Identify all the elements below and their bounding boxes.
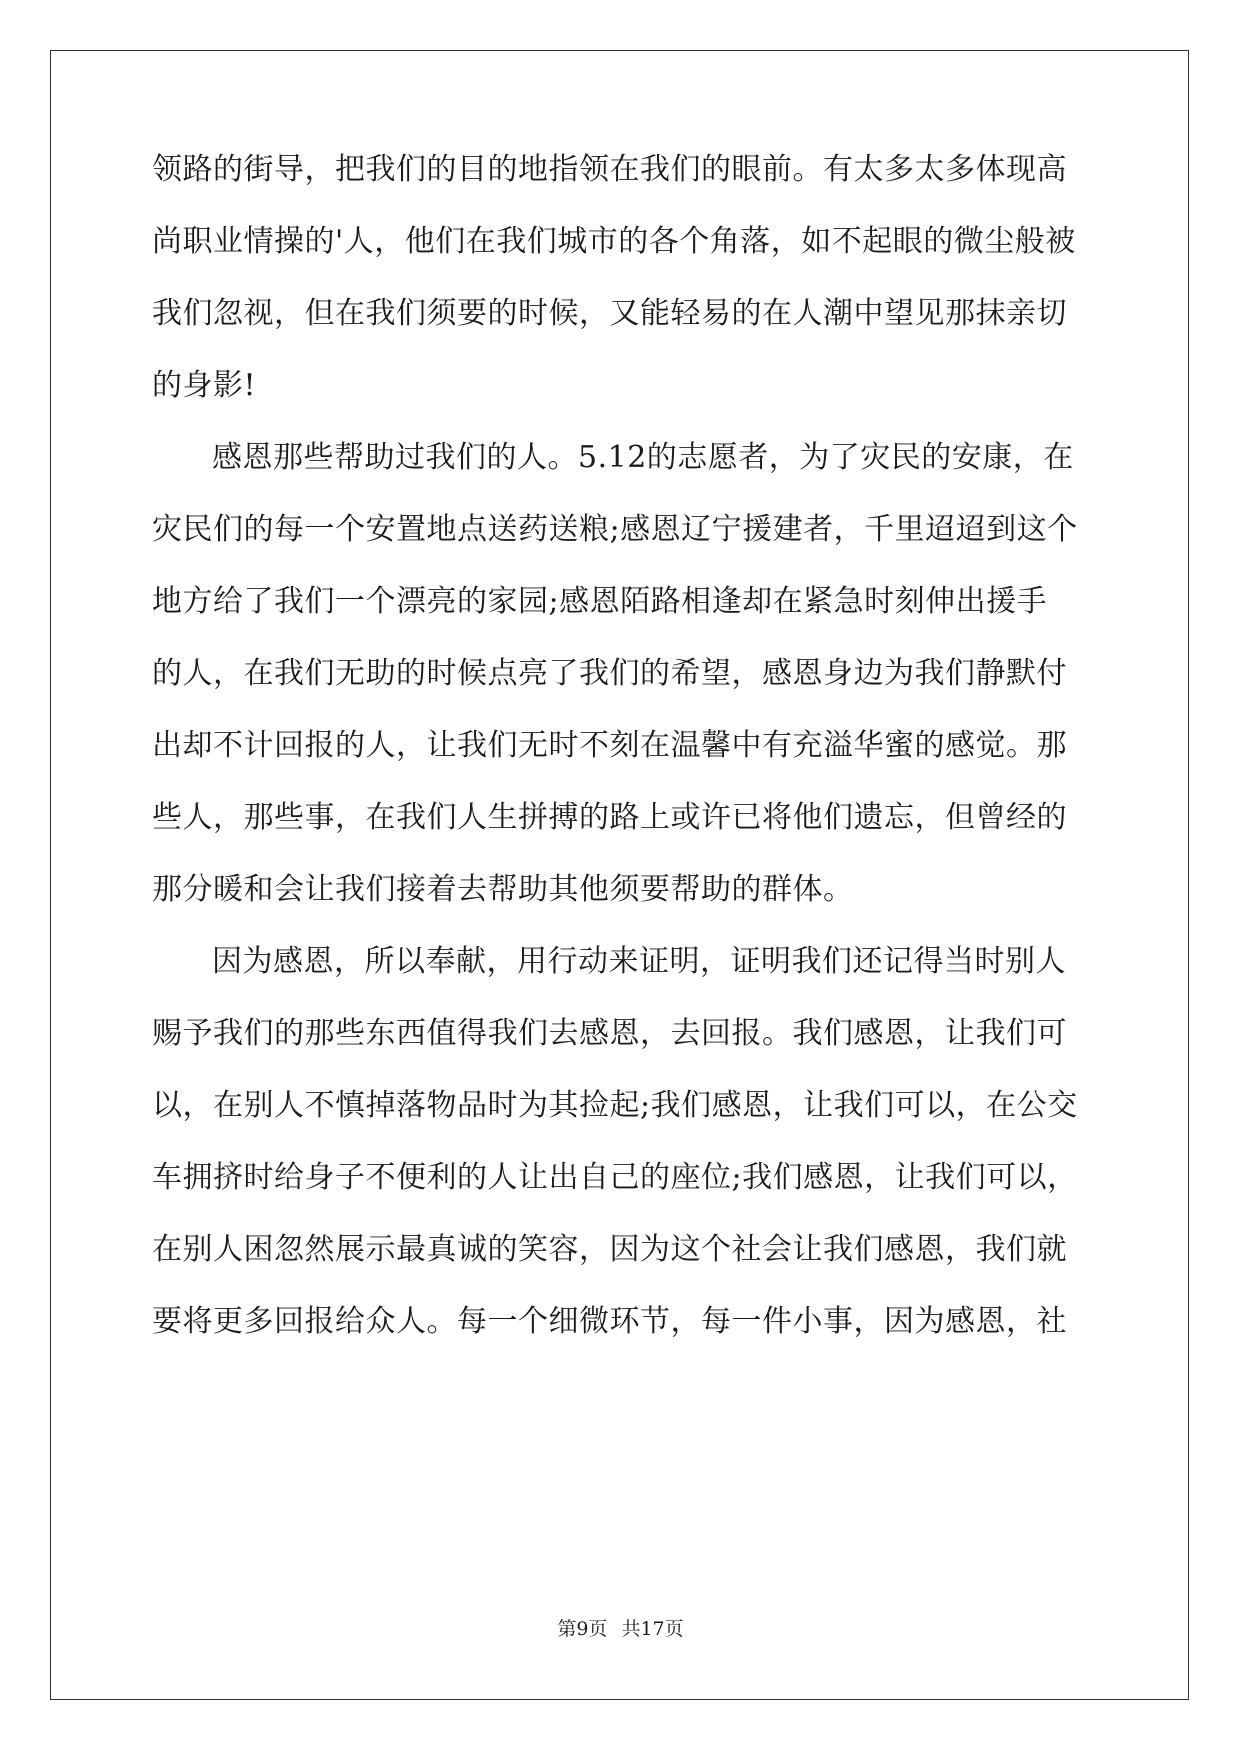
paragraph-first-line: 因为感恩，所以奉献，用行动来证明，证明我们还记得当时别人 [212, 944, 1066, 979]
text-line: 我们忽视，但在我们须要的时候，又能轻易的在人潮中望见那抹亲切 [152, 296, 1067, 331]
text-line: 的身影! [152, 368, 257, 403]
page-footer [0, 1617, 1241, 1641]
text-line: 要将更多回报给众人。每一个细微环节，每一件小事，因为感恩，社 [152, 1304, 1067, 1339]
text-line: 尚职业情操的'人，他们在我们城市的各个角落，如不起眼的微尘般被 [152, 224, 1076, 259]
paragraph-first-line: 感恩那些帮助过我们的人。5.12的志愿者，为了灾民的安康，在 [212, 440, 1074, 475]
text-line: 的人，在我们无助的时候点亮了我们的希望，感恩身边为我们静默付 [152, 656, 1067, 691]
text-line: 在别人困忽然展示最真诚的笑容，因为这个社会让我们感恩，我们就 [152, 1232, 1067, 1267]
text-line: 那分暖和会让我们接着去帮助其他须要帮助的群体。 [152, 872, 854, 907]
text-line: 出却不计回报的人，让我们无时不刻在温馨中有充溢华蜜的感觉。那 [152, 728, 1067, 763]
text-line: 以，在别人不慎掉落物品时为其捡起;我们感恩，让我们可以，在公交 [152, 1088, 1078, 1123]
page-total: 共17页 [621, 1618, 684, 1640]
text-line: 车拥挤时给身子不便利的人让出自己的座位;我们感恩，让我们可以， [152, 1160, 1078, 1195]
text-line: 领路的街导，把我们的目的地指领在我们的眼前。有太多太多体现高 [152, 152, 1067, 187]
text-line: 些人，那些事，在我们人生拼搏的路上或许已将他们遗忘，但曾经的 [152, 800, 1067, 835]
text-line: 地方给了我们一个漂亮的家园;感恩陌路相逢却在紧急时刻伸出援手 [152, 584, 1048, 619]
text-line: 赐予我们的那些东西值得我们去感恩，去回报。我们感恩，让我们可 [152, 1016, 1067, 1051]
text-line: 灾民们的每一个安置地点送药送粮;感恩辽宁援建者，千里迢迢到这个 [152, 512, 1078, 547]
page-number: 第9页 [557, 1618, 608, 1640]
